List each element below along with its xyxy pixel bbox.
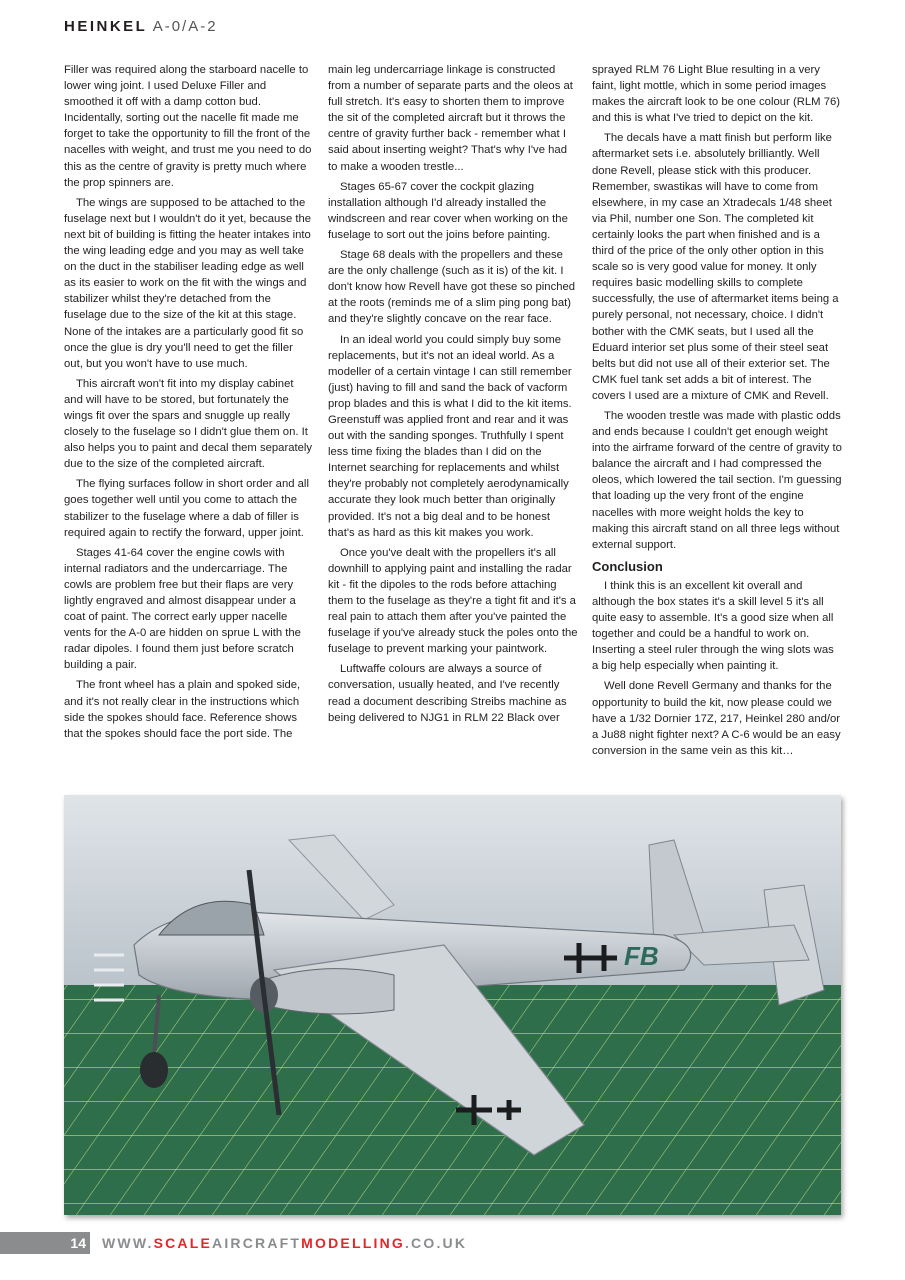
paragraph: The decals have a matt finish but perform like aftermarket sets i.e. absolutely brilliantly. Well done Revell, please stick with this producer. Remember, swastikas will have to come from elsewhere, in my case an Xtradecals 1/48 sheet via Phil, number one Son. The completed kit certainly looks the part when finished and is a third of the price of the only other option in this scale so is very good value for money. It only requires basic modelling skills to complete successfully, the use of aftermarket items being a purely personal, not necessary, choice. I didn't bother with the CMK seats, but I used all the Eduard interior set plus some of their steel seat belts but did not use all of their exterior set. The CMK fuel tank set adds a bit of interest. The covers I used are a mixture of CMK and Revell.: [592, 132, 839, 402]
url-prefix: WWW.: [102, 1235, 154, 1251]
paragraph: Stages 41-64 cover the engine cowls with internal radiators and the undercarriage. The cowls are problem free but their flaps are very lightly engraved and almost disappear under a coat of paint. The correct early upper nacelle vents for the A-0 are hidden on sprue L with the radar dipoles. I found them just before scratch building a pair.: [64, 546, 301, 672]
section-title: HEINKEL: [64, 18, 148, 35]
paragraph: In an ideal world you could simply buy some replacements, but it's not an ideal world. As a modeller of a certain vintage I can still remember (just) having to fill and sand the back of vacform prop blades and this is what I did to the kit items. Greenstuff was applied front and rear and it was out with the sanding sponges. Truthfully I spent less time fixing the blades than I did on the Internet searching for replacements and whilst they're probably not completely aerodynamically accurate they look much better than originally provided. It's not a big deal and to be honest that's as hard as this kit makes you work.: [328, 333, 572, 539]
url-suffix: .CO.UK: [404, 1235, 468, 1251]
url-middle: AIRCRAFT: [212, 1235, 302, 1251]
paragraph: Luftwaffe colours are always a source of conversation, usually heated, and I've recently read a document describing Streibs machine as being delivered to NJG1 in RLM 22 Black over: [328, 663, 567, 724]
page-number: 14: [0, 1232, 90, 1254]
fuselage-code: FB: [624, 941, 659, 971]
paragraph: I think this is an excellent kit overall and although the box states it's a skill level 5 it's all quite easy to assemble. It's a good size when all together and could be a handful to work on. Inserting a steel ruler through the wing slots was a big help especially when painting it.: [592, 579, 834, 673]
paragraph: Once you've dealt with the propellers it's all downhill to applying paint and installing the radar kit - fit the dipoles to the rods before attaching them to the fuselage as they're a tight fit and it's a real pain to attach them after you've painted the fuselage if you've already stuck the poles onto the fuselage to prevent marking your paintwork.: [328, 546, 578, 656]
paragraph: This aircraft won't fit into my display cabinet and will have to be stored, but fortunately the wings fit over the spars and snuggle up really closely to the fuselage so I didn't glue them on. It also helps you to paint and decal them separately due to the size of the completed aircraft.: [64, 377, 313, 471]
paragraph: The wings are supposed to be attached to the fuselage next but I wouldn't do it yet, because the next bit of building is fitting the heater intakes into the wing leading edge and you may as well take on the duct in the stabiliser leading edge as well as its easier to work on the fit with the wings and stabilizer whilst they're detached from the fuselage due to the size of the kit at this stage. None of the intakes are a particularly good fit so once the glue is dry you'll need to get the filler out, but you won't have to use much.: [64, 196, 312, 370]
paragraph: The front wheel has a plain and spoked side, and it's not really clear in the instructions which side the spokes should face. Reference shows that the spokes should face the port side. The: [64, 679, 301, 740]
article-column-1: [64, 62, 314, 746]
section-subtitle: A-0/A-2: [152, 18, 218, 35]
paragraph: sprayed RLM 76 Light Blue resulting in a very faint, light mottle, which in some period images makes the aircraft look to be one colour (RLM 76) and this is what I've tried to depict on the kit.: [592, 64, 841, 125]
paragraph: The flying surfaces follow in short order and all goes together well until you come to attach the stabilizer to the fuselage where a dab of filler is required again to rectify the forward, upper joint.: [64, 478, 309, 539]
paragraph: Stage 68 deals with the propellers and these are the only challenge (such as it is) of the kit. I don't know how Revell have got these so pinched at the roots (reminds me of a slim ping pong bat) and they're slightly concave on the rear face.: [328, 249, 576, 326]
article-column-2: [328, 62, 578, 730]
running-head: [64, 18, 218, 35]
paragraph: Stages 65-67 cover the cockpit glazing installation although I'd already installed the windscreen and rear cover when working on the fuselage to sort out the joins before painting.: [328, 180, 568, 241]
url-accent: SCALE: [153, 1235, 213, 1251]
conclusion-heading: Conclusion: [592, 558, 663, 574]
engine-nacelle: [264, 969, 394, 1014]
paragraph: The wooden trestle was made with plastic odds and ends because I couldn't get enough weight into the airframe forward of the centre of gravity to balance the aircraft and I had compressed the oleos, which lowered the tail section. I'm guessing that loading up the very front of the engine nacelles with more weight holds the key to making this aircraft stand on all three legs without external support.: [592, 409, 842, 551]
article-body: [64, 62, 842, 762]
article-column-3: [592, 62, 842, 763]
aircraft-model-photo: [64, 795, 841, 1215]
aircraft-model-illustration: [64, 795, 841, 1215]
paragraph: Well done Revell Germany and thanks for the opportunity to build the kit, now please could we have a 1/32 Dornier 17Z, 217, Heinkel 280 and/or a Ju88 night fighter next? A C-6 would be an easy conversion in the same vein as this kit…: [592, 680, 841, 757]
paragraph: main leg undercarriage linkage is constructed from a number of separate parts and the oleos at full stretch. It's easy to shorten them to improve the sit of the completed aircraft but it throws the centre of gravity further back - remember what I said about inserting weight? That's why I've had to make a wooden trestle...: [328, 64, 573, 173]
website-url[interactable]: [102, 1234, 467, 1252]
paragraph: Filler was required along the starboard nacelle to lower wing joint. I used Deluxe Filler and smoothed it off with a damp cotton bud. Incidentally, sorting out the nacelle fit made me forget to take the opportunity to fill the front of the nacelles with weight, and trust me you need to do this as the centre of gravity is pretty much where the prop spinners are.: [64, 64, 312, 189]
url-accent-2: MODELLING: [301, 1235, 405, 1251]
page-footer: [0, 1232, 905, 1254]
